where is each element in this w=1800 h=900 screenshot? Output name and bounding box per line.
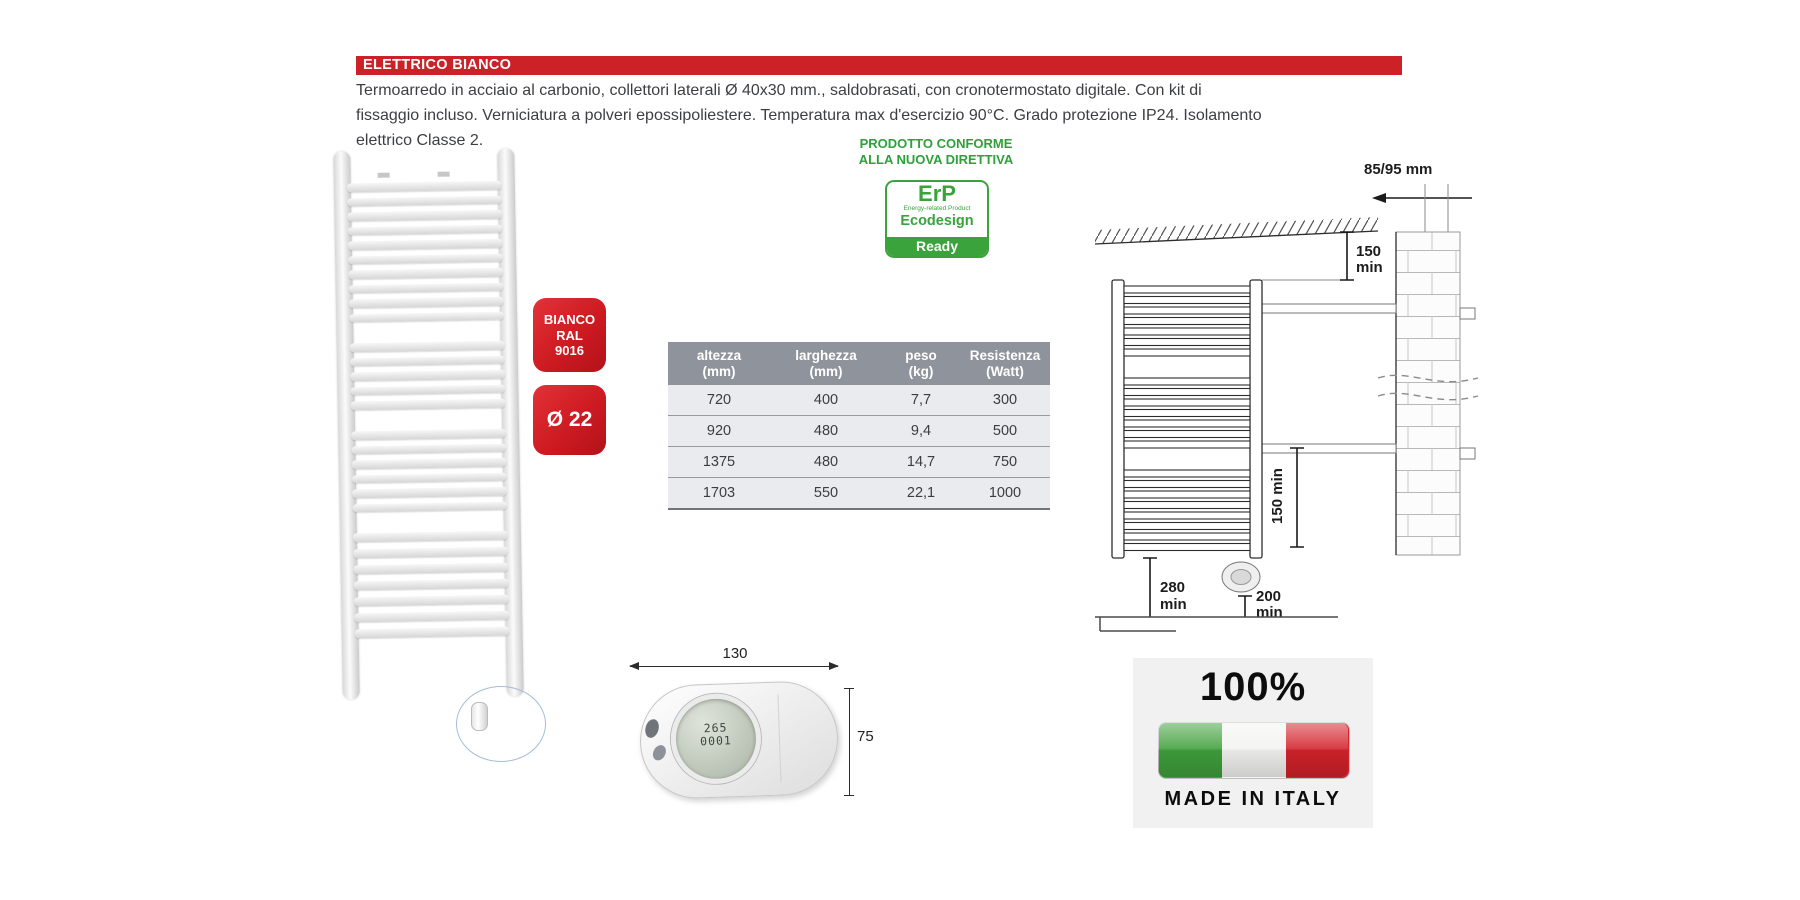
color-badge-line: RAL [556,327,583,343]
controller-seam [777,695,781,783]
dim-floor-left-value: 280 [1160,579,1186,596]
mounting-arm [1262,304,1396,313]
erp-subtitle: Energy-related Product [903,205,971,212]
made-in-italy-label: MADE IN ITALY [1164,788,1342,810]
mounting-bracket [378,173,390,178]
diagram-left-rail [1112,280,1124,558]
spec-table [668,342,1050,510]
col-header-resistenza: Resistenza (Watt) [969,347,1041,379]
wall-anchor [1460,308,1475,319]
controller-width-label: 130 [722,645,748,662]
diameter-badge [533,385,606,455]
element-detail-circle [456,686,546,762]
controller-height-dimline [849,688,850,796]
dim-ceiling-unit: min [1356,259,1383,276]
controller-lcd [669,692,762,785]
col-header-peso: peso (kg) [905,347,937,379]
controller-height-label: 75 [857,728,874,745]
dim-floor-left-unit: min [1160,596,1187,613]
page-title: ELETTRICO BIANCO [363,57,512,73]
dim-side-label: 150 min [1269,468,1286,524]
dim-floor-right-line [1238,596,1252,617]
dim-floor-left-line [1143,558,1157,617]
percent-label: 100% [1199,665,1307,709]
lcd-time: 0001 [699,733,733,749]
controller-width-dimline [630,666,838,667]
mounting-bracket [438,172,450,177]
dim-arrowhead [1372,193,1386,203]
controller-photo [638,680,840,801]
diagram-right-rail [1250,280,1262,558]
arrow-left-icon [629,662,639,670]
description-line: elettrico Classe 2. [356,132,484,149]
diagram-thermostat-dial [1231,570,1251,585]
radiator-photo [333,148,524,699]
diagram-rungs [1124,286,1250,551]
table-row: 1703 550 22,1 1000 [668,478,1050,510]
col-header-larghezza: larghezza (mm) [795,347,857,379]
controller-button [643,718,661,740]
installation-diagram [1080,140,1500,640]
arrow-right-icon [829,662,839,670]
description-line: fissaggio incluso. Verniciatura a polveri epossipoliestere. Temperatura max d'esercizio 90°C. Grado protezione IP24. Isolamento [356,107,1262,124]
color-badge-line: BIANCO [543,312,596,327]
spec-table-header [668,342,1050,385]
erp-program: Ecodesign [900,213,974,229]
ceiling-hatch [1095,217,1378,244]
mounting-arm [1262,444,1396,453]
made-in-italy-block [1133,658,1373,828]
table-row: 1375 480 14,7 750 [668,447,1050,478]
diameter-badge-label: Ø 22 [546,408,593,431]
color-badge-line: 9016 [555,343,584,358]
dim-ceiling-value: 150 [1356,243,1382,260]
erp-ecodesign-logo [885,180,989,258]
dim-wall-gap-label: 85/95 mm [1364,161,1433,178]
table-row: 920 480 9,4 500 [668,416,1050,447]
table-row: 720 400 7,7 300 [668,385,1050,416]
section-title-bar [356,56,1402,75]
dim-floor-right-value: 200 [1256,588,1282,605]
controller-button [650,743,668,763]
conformity-line: PRODOTTO CONFORME [859,136,1013,151]
heating-element-knob [471,702,488,731]
col-header-altezza: altezza (mm) [696,347,742,379]
dim-side-line [1290,448,1304,547]
dim-extension-ticks [1425,184,1448,232]
wall-anchor [1460,448,1475,459]
flag-gloss-overlay [1158,722,1348,777]
conformity-note [845,136,1027,167]
dim-floor-right-unit: min [1256,604,1283,621]
floor-line [1095,617,1338,631]
erp-title: ErP [918,181,956,206]
lcd-temperature: 265 [703,720,728,736]
erp-ready-label: Ready [887,237,987,256]
description-line: Termoarredo in acciaio al carbonio, collettori laterali Ø 40x30 mm., saldobrasati, con cronotermostato digitale. Con kit di [356,82,1202,99]
color-badge [533,298,606,372]
conformity-line: ALLA NUOVA DIRETTIVA [858,151,1014,167]
dim-ceiling-line [1340,232,1354,280]
